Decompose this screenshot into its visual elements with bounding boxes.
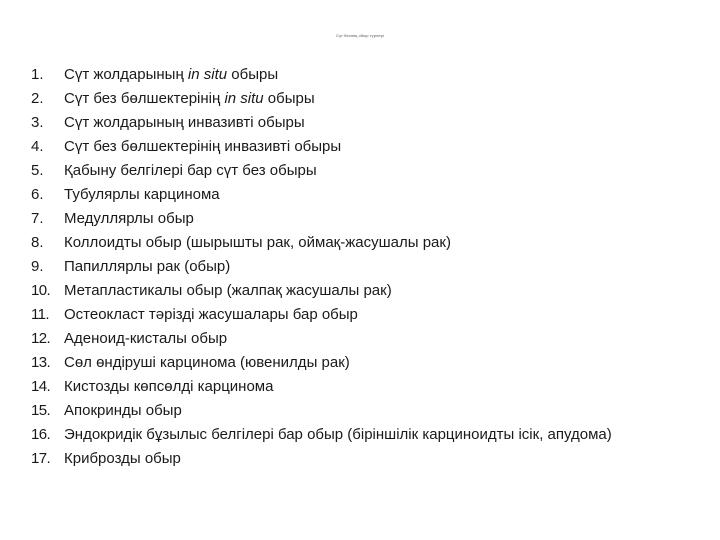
item-text-part: Медуллярлы обыр	[64, 210, 194, 227]
item-text-part: обыры	[263, 90, 315, 107]
item-text	[64, 376, 671, 398]
item-text	[64, 328, 671, 350]
item-text-part: Метапластикалы обыр (жалпақ жасушалы рак)	[64, 282, 392, 299]
item-number: 14.	[31, 378, 51, 395]
list-item	[31, 160, 671, 182]
list-item	[31, 328, 671, 350]
item-text-part: Папиллярлы рак (обыр)	[64, 258, 231, 275]
slide-title: Сүт безінің обыр түрлері	[335, 33, 385, 38]
item-text	[64, 184, 671, 206]
list-item	[31, 184, 671, 206]
item-text-part: Апокринды обыр	[64, 402, 182, 419]
item-number: 15.	[31, 402, 51, 419]
item-number: 12.	[31, 330, 51, 347]
item-number: 16.	[31, 426, 51, 443]
item-text	[64, 424, 671, 446]
list-item	[31, 112, 671, 134]
item-text	[64, 136, 671, 158]
item-text	[64, 448, 671, 470]
item-number: 10.	[31, 282, 51, 299]
item-text	[64, 304, 671, 326]
list-item	[31, 304, 671, 326]
item-text	[64, 280, 671, 302]
list-item	[31, 448, 671, 470]
list-item	[31, 136, 671, 158]
item-text	[64, 64, 671, 86]
item-text	[64, 352, 671, 374]
item-text-part: Сөл өндіруші карцинома (ювенилды рак)	[64, 354, 350, 371]
item-number: 4.	[31, 138, 44, 155]
item-text-part: Кистозды көпсөлді карцинома	[64, 378, 274, 395]
item-text	[64, 160, 671, 182]
list-item	[31, 64, 671, 86]
item-text-part: Қабыну белгілері бар сүт без обыры	[64, 162, 317, 179]
list-item	[31, 208, 671, 230]
item-text-part: Эндокридік бұзылыс белгілері бар обыр (біріншілік карциноидты ісік, апудома)	[64, 426, 612, 443]
item-text-part: Криброзды обыр	[64, 450, 181, 467]
list-item	[31, 400, 671, 422]
item-text-italic: in situ	[187, 66, 228, 83]
item-text-part: Сүт без бөлшектерінің инвазивті обыры	[64, 138, 342, 155]
item-text	[64, 256, 671, 278]
item-number: 9.	[31, 258, 44, 275]
item-text	[64, 88, 671, 110]
item-number: 5.	[31, 162, 44, 179]
item-text	[64, 208, 671, 230]
item-text-part: обыры	[227, 66, 279, 83]
item-text-part: Аденоид-кисталы обыр	[64, 330, 228, 347]
item-number: 8.	[31, 234, 44, 251]
list-item	[31, 424, 671, 446]
item-text	[64, 400, 671, 422]
item-text-italic: in situ	[224, 90, 264, 107]
list-item	[31, 376, 671, 398]
list-item	[31, 232, 671, 254]
list-item	[31, 88, 671, 110]
item-number: 13.	[31, 354, 51, 371]
item-text-part: Тубулярлы карцинома	[64, 186, 220, 203]
item-number: 6.	[31, 186, 44, 203]
item-list	[31, 64, 671, 472]
item-number: 7.	[31, 210, 44, 227]
item-number: 11.	[31, 306, 49, 323]
list-item	[31, 256, 671, 278]
item-number: 1.	[31, 66, 44, 83]
item-text-part: Сүт без бөлшектерінің	[64, 90, 225, 107]
item-number: 17.	[31, 450, 51, 467]
item-text	[64, 232, 671, 254]
item-text-part: Коллоидты обыр (шырышты рак, оймақ-жасушалы рак)	[64, 234, 451, 251]
item-text-part: Сүт жолдарының	[64, 66, 188, 83]
item-text-part: Остеокласт тәрізді жасушалары бар обыр	[64, 306, 358, 323]
item-number: 2.	[31, 90, 44, 107]
list-item	[31, 280, 671, 302]
list-item	[31, 352, 671, 374]
item-number: 3.	[31, 114, 44, 131]
item-text-part: Сүт жолдарының инвазивті обыры	[64, 114, 305, 131]
item-text	[64, 112, 671, 134]
